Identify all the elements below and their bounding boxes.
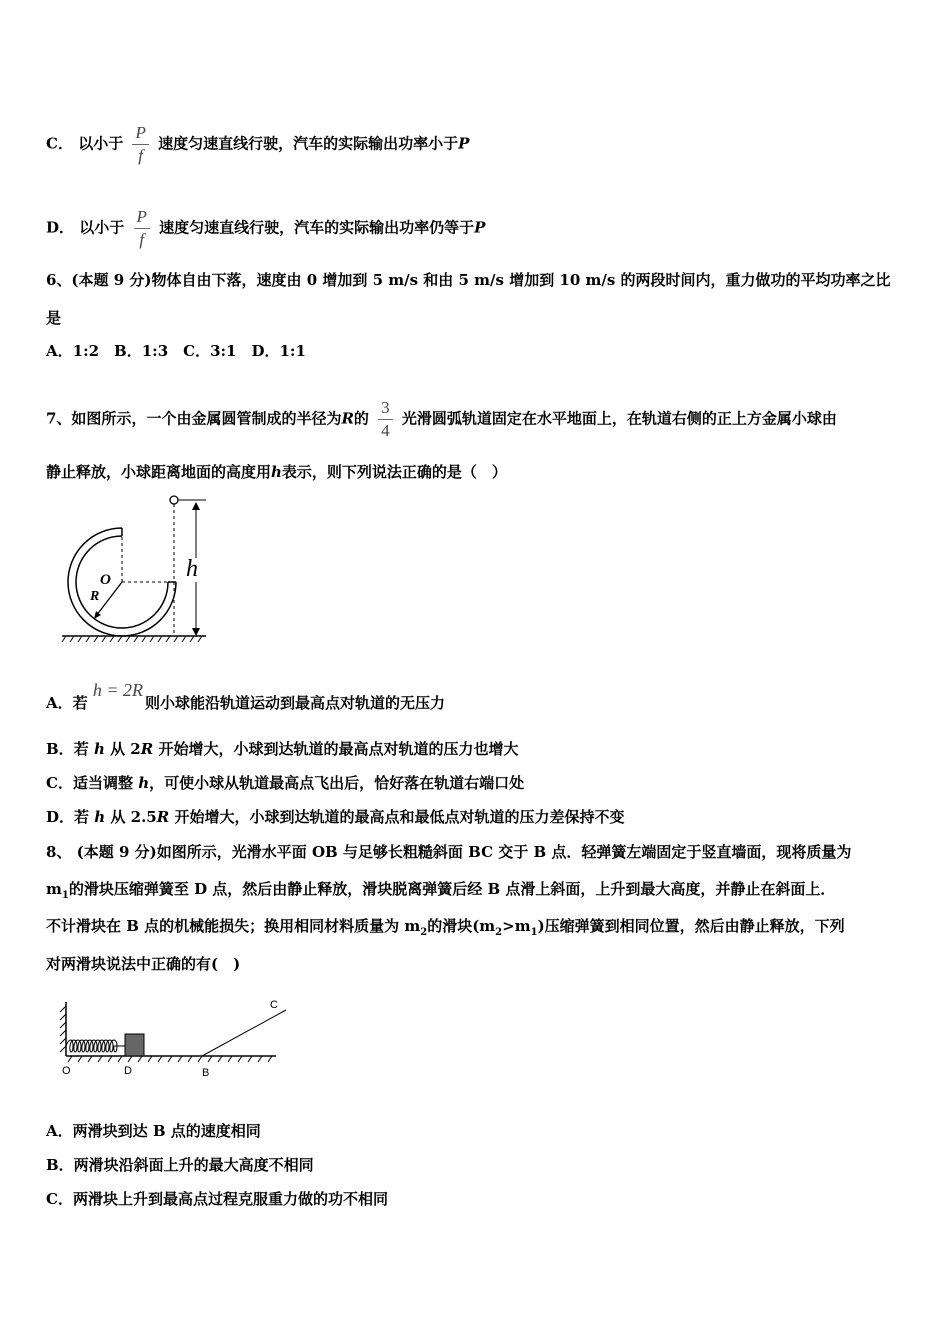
- option-text-pre: 若: [74, 808, 90, 826]
- question-7-text-post: 光滑圆弧轨道固定在水平地面上，在轨道右侧的正上方金属小球由: [401, 409, 837, 428]
- question-8-option-c: C．两滑块上升到最高点过程克服重力做的功不相同: [46, 1190, 388, 1208]
- option-text-mid: 从 2.5: [110, 808, 157, 826]
- question-7-option-a: [46, 680, 446, 713]
- question-8-text: 的滑块(m: [427, 917, 496, 935]
- option-text-post: 则小球能沿轨道运动到最高点对轨道的无压力: [145, 694, 446, 712]
- option-label: D．: [46, 218, 75, 237]
- height-arrowhead-down: [192, 628, 200, 636]
- question-8-line-4: 对两滑块说法中正确的有( ): [46, 955, 241, 973]
- question-7-text-line2b: 表示，则下列说法正确的是（ ）: [281, 463, 507, 481]
- math-h-equals-2r: h = 2R: [92, 680, 144, 700]
- question-7-text-mid: 的: [353, 409, 369, 428]
- symbol-r: R: [341, 409, 354, 428]
- ball: [170, 496, 178, 504]
- symbol-p: P: [474, 218, 486, 237]
- slider-block: [125, 1034, 144, 1056]
- fraction-numerator: P: [134, 208, 150, 229]
- symbol-h: h: [93, 740, 105, 758]
- question-7-option-b: [46, 739, 518, 759]
- question-7-text-line2a: 静止释放，小球距离地面的高度用: [46, 463, 272, 481]
- symbol-m: m: [46, 880, 62, 898]
- option-label: B．: [46, 740, 74, 758]
- fraction-numerator: P: [132, 124, 148, 145]
- question-6-line-1: 6、(本题 9 分)物体自由下落，速度由 0 增加到 5 m/s 和由 5 m/s 增加到 10 m/s 的两段时间内，重力做功的平均功率之比: [46, 271, 891, 289]
- question-8-line-1: 8、 (本题 9 分)如图所示，光滑水平面 OB 与足够长粗糙斜面 BC 交于 B 点．轻弹簧左端固定于竖直墙面，现将质量为: [46, 843, 852, 861]
- label-height-h: h: [186, 556, 198, 582]
- symbol-h: h: [271, 463, 282, 481]
- label-d: D: [124, 1065, 132, 1077]
- wall-hatching: [60, 1006, 66, 1052]
- symbol-r: R: [140, 740, 154, 758]
- option-label: C．: [46, 774, 73, 792]
- option-text-pre: 以小于: [79, 218, 125, 237]
- option-text-mid: 从 2: [110, 740, 141, 758]
- question-8-text: 不计滑块在 B 点的机械能损失；换用相同材料质量为 m: [46, 917, 421, 935]
- label-center-o: O: [100, 572, 111, 588]
- q8-spring-slope-diagram: [56, 996, 296, 1080]
- question-8-line-2: [46, 879, 835, 906]
- fraction-denominator: f: [139, 230, 145, 249]
- slope-line: [202, 1010, 286, 1056]
- label-radius-r: R: [90, 589, 100, 604]
- option-text-post: 开始增大，小球到达轨道的最高点对轨道的压力也增大: [158, 740, 519, 758]
- question-7-option-c: [46, 773, 524, 793]
- label-o: O: [62, 1065, 71, 1077]
- option-text-post: 速度匀速直线行驶，汽车的实际输出功率仍等于: [159, 218, 475, 237]
- fraction-denominator: 4: [381, 421, 390, 440]
- subscript: 1: [530, 927, 538, 938]
- question-7-option-d: [46, 807, 624, 827]
- fraction-p-over-f: [132, 124, 148, 165]
- option-label: A．: [46, 694, 73, 712]
- subscript: 1: [61, 890, 69, 901]
- question-7-line-1: [46, 399, 837, 440]
- subscript: 2: [420, 927, 428, 938]
- fraction-p-over-f: [134, 208, 150, 249]
- ground-hatching: [62, 636, 202, 642]
- subscript: 2: [495, 927, 503, 938]
- question-7-text-pre: 7、如图所示，一个由金属圆管制成的半径为: [46, 409, 342, 428]
- fraction-denominator: f: [138, 146, 143, 165]
- floor-hatching: [68, 1056, 272, 1062]
- q7-track-diagram: [58, 490, 218, 650]
- spring-coil: [66, 1040, 125, 1052]
- symbol-p: P: [458, 134, 470, 153]
- question-8-option-a: A．两滑块到达 B 点的速度相同: [46, 1122, 261, 1140]
- question-8-text: >m: [502, 917, 531, 935]
- question-6-line-2: 是: [46, 309, 62, 327]
- option-text-post: 开始增大，小球到达轨道的最高点和最低点对轨道的压力差保持不变: [174, 808, 625, 826]
- label-b: B: [202, 1067, 210, 1079]
- option-label: C．: [46, 134, 73, 153]
- option-text-pre: 若: [73, 740, 89, 758]
- height-arrowhead-up: [192, 502, 200, 510]
- question-8-text: 的滑块压缩弹簧至 D 点，然后由静止释放，滑块脱离弹簧后经 B 点滑上斜面，上升到最大高度，并静止在斜面上．: [68, 880, 836, 898]
- question-7-line-2: [46, 462, 507, 482]
- question-8-line-3: [46, 916, 845, 943]
- question-8-text: )压缩弹簧到相同位置，然后由静止释放，下列: [537, 917, 845, 935]
- symbol-r: R: [156, 808, 170, 826]
- question-8-option-b: B．两滑块沿斜面上升的最大高度不相同: [46, 1156, 314, 1174]
- fraction-three-quarters: [378, 399, 393, 440]
- question-6-options: A．1:2 B．1:3 C．3:1 D．1:1: [46, 342, 306, 360]
- option-text-post: 速度匀速直线行驶，汽车的实际输出功率小于: [158, 134, 459, 153]
- radius-arrowhead: [94, 611, 101, 619]
- option-text-pre: 若: [72, 694, 88, 712]
- option-5c: [46, 124, 469, 165]
- option-text-pre: 适当调整: [72, 774, 133, 792]
- fraction-numerator: 3: [378, 399, 393, 420]
- symbol-h: h: [94, 808, 106, 826]
- symbol-h: h: [138, 774, 150, 792]
- option-text-pre: 以小于: [78, 134, 124, 153]
- option-text-post: ，可使小球从轨道最高点飞出后，恰好落在轨道右端口处: [149, 774, 525, 792]
- option-label: D．: [46, 808, 75, 826]
- label-c: C: [270, 999, 278, 1011]
- option-5d: [46, 208, 485, 249]
